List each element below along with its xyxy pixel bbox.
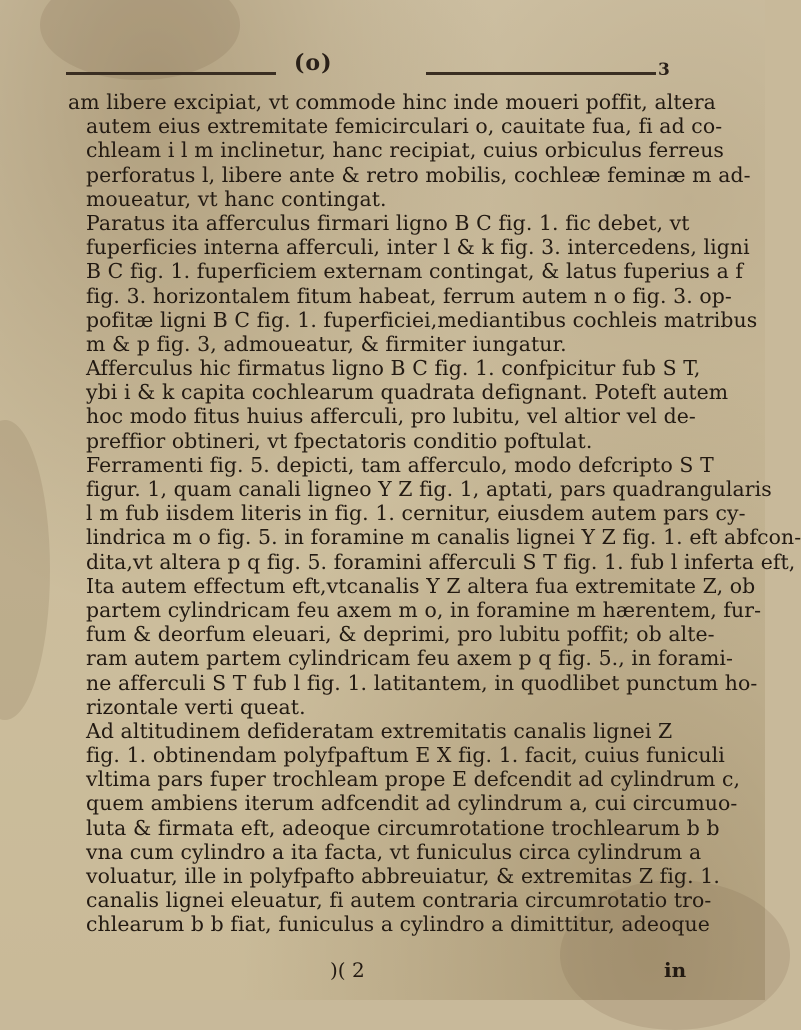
text-line: lindrica m o fig. 5. in foramine m canalis lignei Y Z fig. 1. eft abfcon-	[86, 525, 801, 550]
text-line: am libere excipiat, vt commode hinc inde moueri poffit, altera	[68, 90, 716, 114]
body-text	[68, 90, 801, 937]
text-line: canalis lignei eleuatur, fi autem contraria circumrotatio tro-	[86, 888, 712, 913]
text-line: Ferramenti fig. 5. depicti, tam afferculo, modo defcripto S T	[86, 452, 714, 477]
text-line: fig. 1. obtinendam polyfpaftum E X fig. 1. facit, cuius funiculi	[86, 743, 725, 768]
footer-signature: )( 2	[330, 958, 365, 982]
text-line: Paratus ita afferculus firmari ligno B C fig. 1. fic debet, vt	[86, 210, 690, 235]
header-rule-left	[66, 72, 276, 75]
page-header	[66, 44, 726, 82]
text-line: fig. 3. horizontalem fitum habeat, ferrum autem n o fig. 3. op-	[86, 283, 732, 308]
text-line: partem cylindricam feu axem m o, in foramine m hærentem, fur-	[86, 597, 762, 622]
text-line: moueatur, vt hanc contingat.	[86, 186, 387, 211]
page-footer	[68, 958, 718, 982]
text-line: ybi i & k capita cochlearum quadrata defignant. Poteft autem	[86, 380, 729, 405]
text-line: preffior obtineri, vt fpectatoris conditio poftulat.	[86, 428, 593, 453]
text-line: autem eius extremitate femicirculari o, cauitate fua, fi ad co-	[86, 114, 723, 139]
text-line: chlearum b b fiat, funiculus a cylindro a dimittitur, adeoque	[86, 912, 710, 937]
text-line: ram autem partem cylindricam feu axem p q fig. 5., in forami-	[86, 646, 734, 671]
text-line: voluatur, ille in polyfpafto abbreuiatur, & extremitas Z fig. 1.	[86, 864, 720, 888]
text-line: fum & deorfum eleuari, & deprimi, pro lubitu poffit; ob alte-	[86, 622, 715, 647]
text-line: dita,vt altera p q fig. 5. foramini afferculi S T fig. 1. fub l inferta eft,	[86, 549, 796, 574]
text-line: vna cum cylindro a ita facta, vt funiculus circa cylindrum a	[86, 839, 702, 864]
header-rule-right	[426, 72, 656, 75]
text-line: Ita autem effectum eft,vtcanalis Y Z altera fua extremitate Z, ob	[86, 573, 756, 598]
text-line: luta & firmata eft, adeoque circumrotatione trochlearum b b	[86, 815, 720, 840]
text-line: Ad altitudinem defideratam extremitatis canalis lignei Z	[86, 718, 673, 743]
text-line: Afferculus hic firmatus ligno B C fig. 1. confpicitur fub S T,	[86, 356, 701, 381]
text-line: quem ambiens iterum adfcendit ad cylindrum a, cui circumuo-	[86, 791, 738, 816]
text-line: B C fig. 1. fuperficiem externam contingat, & latus fuperius a f	[86, 259, 744, 284]
text-line: figur. 1, quam canali ligneo Y Z fig. 1, aptati, pars quadrangularis	[86, 477, 772, 501]
text-line: fuperficies interna afferculi, inter l & k fig. 3. intercedens, ligni	[86, 235, 750, 260]
text-line: perforatus l, libere ante & retro mobilis, cochleæ feminæ m ad-	[86, 162, 751, 187]
text-line: rizontale verti queat.	[86, 694, 306, 719]
text-line: ne afferculi S T fub l fig. 1. latitantem, in quodlibet punctum ho-	[86, 670, 758, 695]
text-line: l m fub iisdem literis in fig. 1. cernitur, eiusdem autem pars cy-	[86, 501, 746, 526]
text-line: chleam i l m inclinetur, hanc recipiat, cuius orbiculus ferreus	[86, 138, 724, 163]
text-line: pofitæ ligni B C fig. 1. fuperficiei,mediantibus cochleis matribus	[86, 307, 758, 332]
paper-stain	[0, 420, 50, 720]
catchword: in	[664, 958, 687, 982]
text-line: vltima pars fuper trochleam prope E defcendit ad cylindrum c,	[86, 767, 741, 792]
text-line: hoc modo fitus huius afferculi, pro lubitu, vel altior vel de-	[86, 404, 696, 429]
page-marker: (o)	[294, 50, 333, 76]
signature-mark: 3	[658, 60, 670, 80]
text-line: m & p fig. 3, admoueatur, & firmiter iungatur.	[86, 331, 567, 356]
